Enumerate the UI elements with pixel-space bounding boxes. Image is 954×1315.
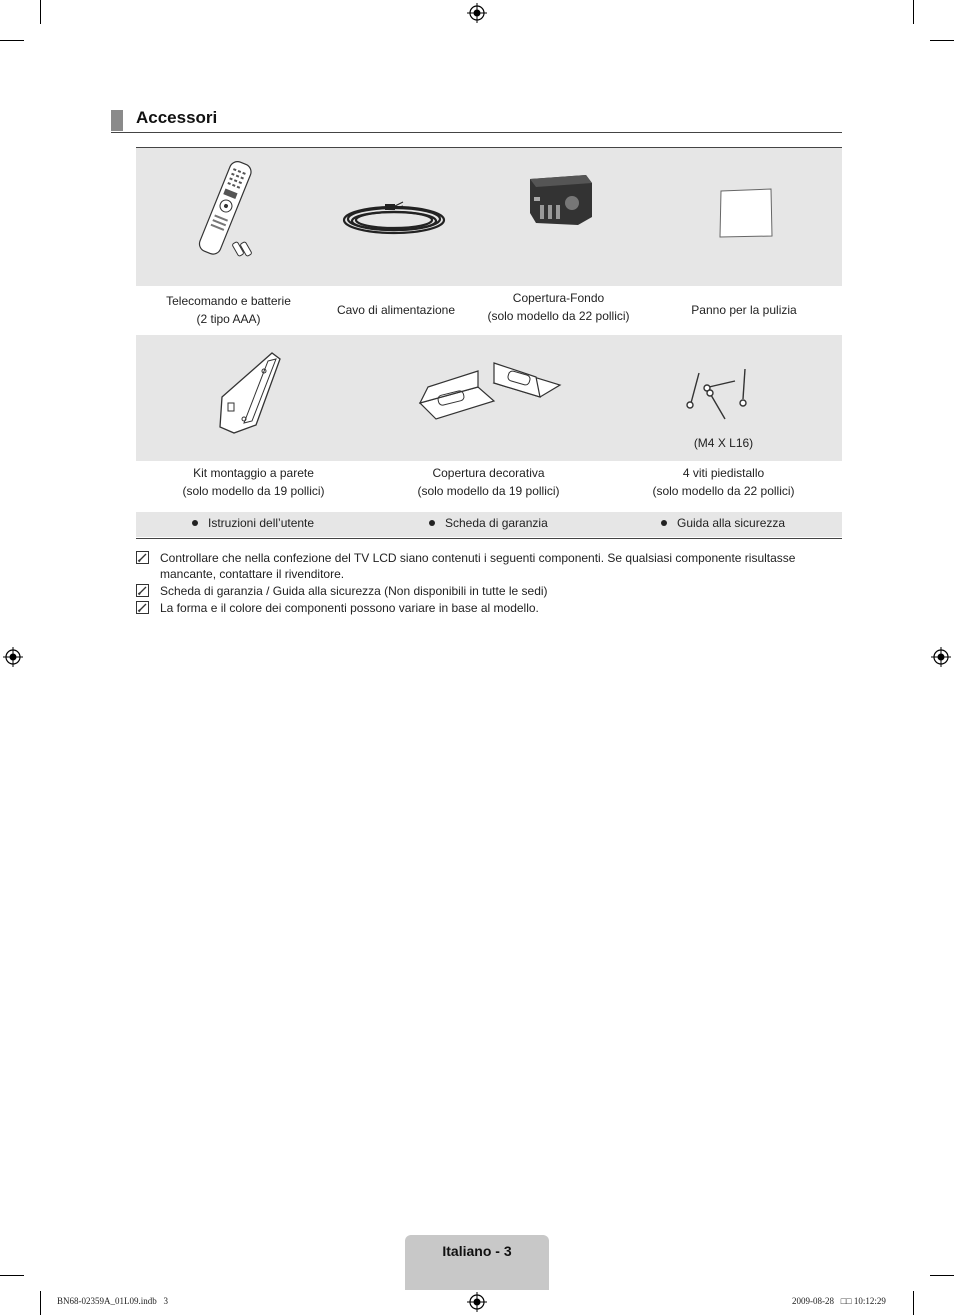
section-title: Accessori <box>136 108 218 127</box>
note-pencil-icon <box>136 551 149 564</box>
crop-mark <box>913 1291 914 1315</box>
decorative-cover-illustration <box>416 357 566 433</box>
registration-mark-icon <box>467 3 487 23</box>
registration-mark-icon <box>3 647 23 667</box>
bullet-dot-icon <box>429 520 435 526</box>
crop-mark <box>930 40 954 41</box>
file-slug: BN68-02359A_01L09.indb 3 <box>57 1296 168 1306</box>
crop-mark <box>40 1291 41 1315</box>
caption-row <box>136 286 842 335</box>
bottom-cover-illustration <box>526 173 596 228</box>
crop-mark <box>0 1275 24 1276</box>
cleaning-cloth-illustration <box>716 186 776 241</box>
remote-control-illustration <box>191 156 271 261</box>
stand-screws-illustration <box>681 363 756 423</box>
image-row <box>136 335 842 461</box>
registration-mark-icon <box>467 1292 487 1312</box>
caption-wall-mount-kit: Kit montaggio a parete (solo modello da 19 pollici) <box>182 466 325 498</box>
note-item: La forma e il colore dei componenti possono variare in base al modello. <box>136 600 842 616</box>
note-pencil-icon <box>136 601 149 614</box>
documents-row <box>136 512 842 537</box>
registration-mark-icon <box>931 647 951 667</box>
caption-cleaning-cloth: Panno per la pulizia <box>691 303 797 317</box>
caption-power-cable: Cavo di alimentazione <box>336 303 456 317</box>
crop-mark <box>913 0 914 24</box>
wall-mount-kit-illustration <box>214 349 286 435</box>
crop-mark <box>40 0 41 24</box>
caption-remote-control: Telecomando e batterie (2 tipo AAA) <box>166 294 291 326</box>
crop-mark <box>930 1275 954 1276</box>
bullet-dot-icon <box>192 520 198 526</box>
bullet-item: Scheda di garanzia <box>429 516 548 530</box>
timestamp-slug: 2009-08-28 □□ 10:12:29 <box>792 1296 886 1306</box>
note-item: Scheda di garanzia / Guida alla sicurezza (Non disponibili in tutte le sedi) <box>136 583 842 599</box>
bullet-item: Istruzioni dell’utente <box>192 516 314 530</box>
caption-row <box>136 461 842 512</box>
page-label: Italiano - 3 <box>442 1243 512 1259</box>
caption-stand-screws: 4 viti piedistallo (solo modello da 22 pollici) <box>652 466 795 498</box>
caption-decorative-cover: Copertura decorativa (solo modello da 19 pollici) <box>417 466 560 498</box>
bullet-item: Guida alla sicurezza <box>661 516 785 530</box>
notes-list <box>136 550 842 617</box>
crop-mark <box>0 40 24 41</box>
heading-bar <box>111 110 123 131</box>
accessories-table <box>136 147 842 539</box>
image-row <box>136 148 842 286</box>
bullet-dot-icon <box>661 520 667 526</box>
section-heading <box>111 108 842 133</box>
note-pencil-icon <box>136 584 149 597</box>
page-number-tab <box>405 1235 549 1290</box>
power-cable-illustration <box>339 196 449 241</box>
caption-bottom-cover: Copertura-Fondo (solo modello da 22 pollici) <box>487 291 630 323</box>
note-item: Controllare che nella confezione del TV LCD siano contenuti i seguenti componenti. Se qualsiasi componente risultasse mancante, contattare il rivenditore. <box>136 550 842 582</box>
screw-size-label: (M4 X L16) <box>693 436 754 450</box>
